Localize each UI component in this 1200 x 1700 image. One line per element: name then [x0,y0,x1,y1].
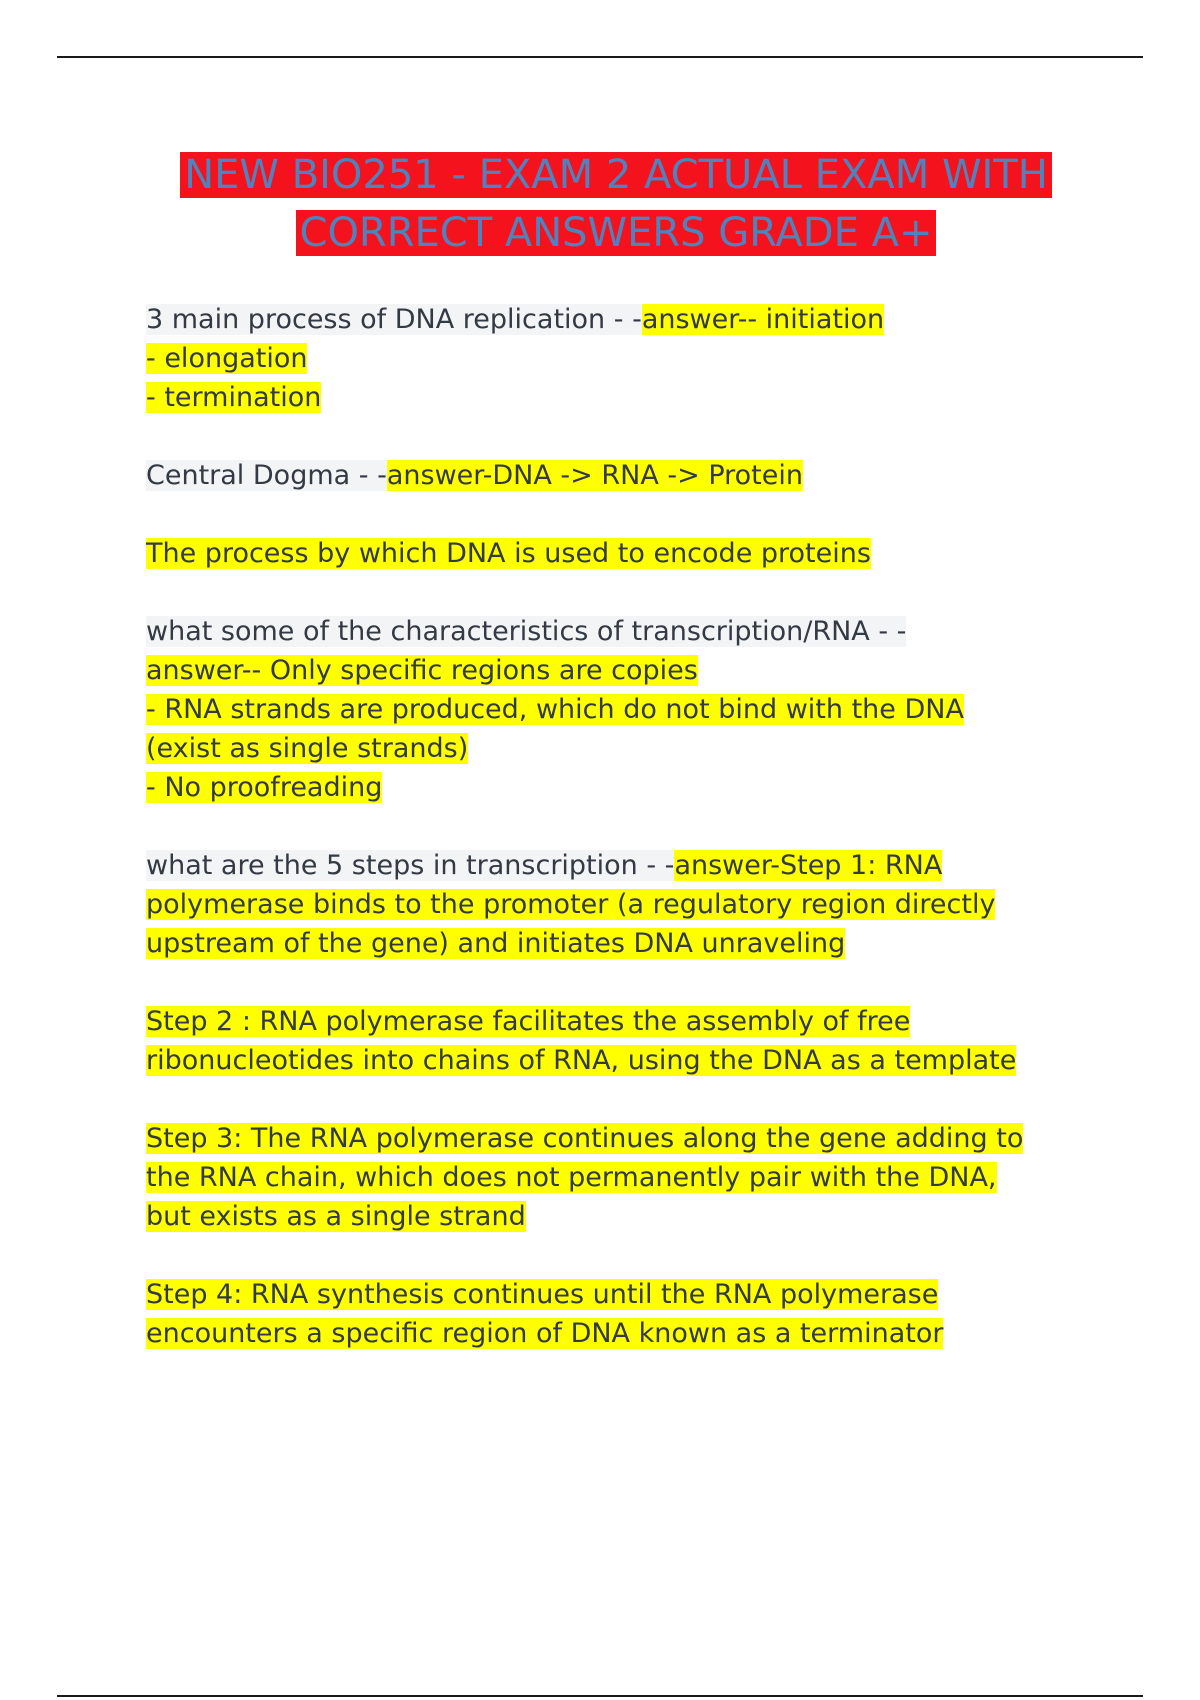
answer-text: - termination [146,382,322,413]
answer-text: answer-- initiation [641,304,885,335]
qa-item-central-dogma-definition [146,534,1086,573]
answer-text: - RNA strands are produced, which do not bind with the DNA [146,694,964,725]
qa-item-transcription-steps [146,846,1086,963]
answer-text: - No proofreading [146,772,383,803]
qa-item-transcription-characteristics [146,612,1086,807]
qa-item-dna-replication [146,300,1086,417]
qa-item-step-2 [146,1002,1086,1080]
answer-text: polymerase binds to the promoter (a regulatory region directly [146,889,996,920]
answer-text: (exist as single strands) [146,733,469,764]
question-text: 3 main process of DNA replication - - [146,304,642,335]
answer-text: Step 2 : RNA polymerase facilitates the assembly of free [146,1006,911,1037]
document-body [146,300,1086,1392]
qa-item-step-4 [146,1275,1086,1353]
qa-item-central-dogma [146,456,1086,495]
title-line-2: CORRECT ANSWERS GRADE A+ [296,210,937,256]
question-text: what are the 5 steps in transcription - - [146,850,675,881]
answer-text: Step 3: The RNA polymerase continues along the gene adding to [146,1123,1024,1154]
question-text: what some of the characteristics of transcription/RNA - - [146,616,907,647]
top-rule [57,56,1143,58]
answer-text: upstream of the gene) and initiates DNA unraveling [146,928,846,959]
answer-text: The process by which DNA is used to encode proteins [146,538,871,569]
bottom-rule [57,1695,1143,1697]
answer-text: the RNA chain, which does not permanently pair with the DNA, [146,1162,997,1193]
answer-text: answer-Step 1: RNA [674,850,943,881]
answer-text: Step 4: RNA synthesis continues until the RNA polymerase [146,1279,939,1310]
answer-text: - elongation [146,343,308,374]
answer-text: encounters a specific region of DNA known as a terminator [146,1318,944,1349]
answer-text: but exists as a single strand [146,1201,526,1232]
qa-item-step-3 [146,1119,1086,1236]
document-title [0,146,1200,262]
answer-text: answer-- Only specific regions are copies [146,655,698,686]
question-text: Central Dogma - - [146,460,387,491]
title-line-1: NEW BIO251 - EXAM 2 ACTUAL EXAM WITH [180,152,1052,198]
answer-text: answer-DNA -> RNA -> Protein [386,460,803,491]
answer-text: ribonucleotides into chains of RNA, using the DNA as a template [146,1045,1017,1076]
